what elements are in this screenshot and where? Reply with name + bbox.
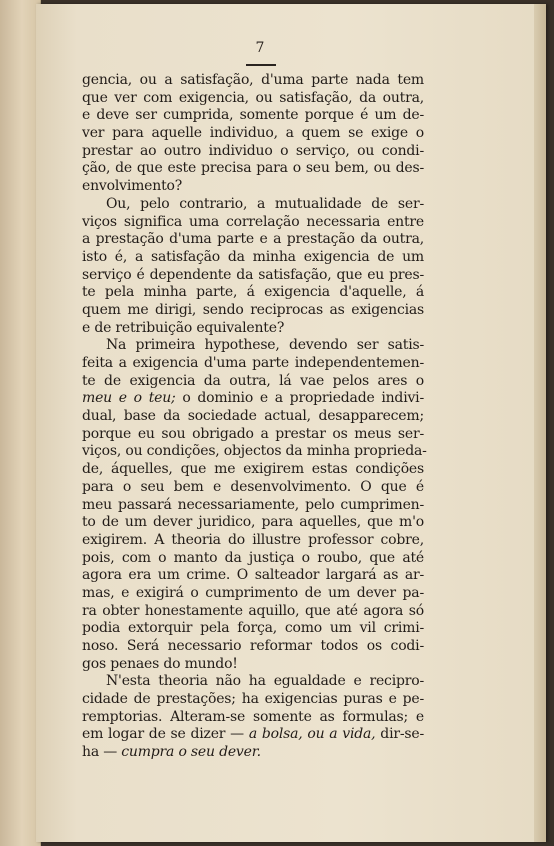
- text-line: prestar ao outro individuo o serviço, ou condi-: [82, 142, 424, 159]
- text-line: agora era um crime. O salteador largará as ar-: [82, 567, 424, 584]
- text-line: ção, de que este precisa para o seu bem, ou des-: [82, 160, 424, 177]
- text-line: [82, 726, 424, 744]
- text-line: [82, 390, 424, 408]
- text-line: envolvimento?: [82, 178, 183, 195]
- text-line: a prestação d'uma parte e a prestação da outra,: [82, 231, 424, 248]
- text-line: gencia, ou a satisfação, d'uma parte nada tem: [82, 72, 424, 88]
- italic-phrase: meu e o teu;: [82, 390, 176, 407]
- text-line: e de retribuição equivalente?: [82, 319, 285, 336]
- text-line: exigirem. A theoria do illustre professor cobre,: [82, 531, 424, 548]
- text-line: e deve ser cumprida, somente porque é um de-: [82, 107, 424, 124]
- text-line: gos penaes do mundo!: [82, 655, 238, 672]
- text-line: porque eu sou obrigado a prestar os meus ser-: [82, 425, 424, 442]
- text-line: serviço é dependente da satisfação, que eu pres-: [82, 266, 424, 283]
- text-line: feita a exigencia d'uma parte independentemen-: [82, 355, 424, 371]
- text-segment: em logar de se dizer —: [82, 726, 249, 743]
- text-segment: o dominio e a propriedade indivi-: [175, 390, 424, 407]
- text-line: Ou, pelo contrario, a mutualidade de ser-: [106, 195, 424, 212]
- text-line: que ver com exigencia, ou satisfação, da outra,: [82, 89, 424, 106]
- text-line: te de exigencia da outra, lá vae pelos ares o: [82, 372, 424, 389]
- text-line: viços, ou condições, objectos da minha proprieda-: [82, 443, 427, 460]
- header-rule: [246, 64, 276, 66]
- text-line: cidade de prestações; ha exigencias puras e pe-: [82, 691, 424, 708]
- text-line: viços significa uma correlação necessaria entre: [82, 213, 424, 230]
- italic-phrase: a bolsa, ou a vida,: [248, 726, 376, 743]
- book-spine: [0, 0, 41, 846]
- italic-phrase: cumpra o seu dever.: [121, 744, 261, 761]
- text-line: de, áquelles, que me exigirem estas condições: [82, 461, 424, 478]
- text-line: ver para aquelle individuo, a quem se exige o: [82, 125, 424, 142]
- text-line: pois, com o manto da justiça o roubo, que até: [82, 549, 424, 566]
- text-line: N'esta theoria não ha egualdade e recipro-: [106, 673, 424, 690]
- text-line: noso. Será necessario reformar todos os codi-: [82, 638, 424, 654]
- text-line: to de um dever juridico, para aquelles, que m'o: [82, 514, 424, 531]
- text-line: Na primeira hypothese, devendo ser satis-: [106, 337, 424, 354]
- text-line: isto é, a satisfação da minha exigencia de um: [82, 248, 424, 265]
- text-line: podia extorquir pela força, como um vil crimi-: [82, 620, 424, 637]
- text-line: remptorias. Alteram-se somente as formulas; e: [82, 708, 424, 725]
- text-segment: dir-se-: [375, 726, 424, 743]
- text-line: dual, base da sociedade actual, desapparecem;: [82, 408, 424, 425]
- text-line: te pela minha parte, á exigencia d'aquelle, á: [82, 284, 424, 301]
- text-line: para o seu bem e desenvolvimento. O que é: [82, 478, 424, 495]
- text-line: meu passará necessariamente, pelo cumprimen-: [82, 496, 424, 513]
- text-line: ra obter honestamente aquillo, que até agora só: [82, 602, 424, 619]
- body-text: [82, 72, 427, 762]
- page-number: 7: [255, 40, 265, 56]
- text-segment: ha —: [82, 744, 122, 761]
- text-line: mas, e exigirá o cumprimento de um dever pa-: [82, 584, 424, 601]
- text-line: quem me dirigi, sendo reciprocas as exigencias: [82, 301, 424, 318]
- page-edge: [534, 4, 546, 842]
- text-line: [82, 744, 424, 762]
